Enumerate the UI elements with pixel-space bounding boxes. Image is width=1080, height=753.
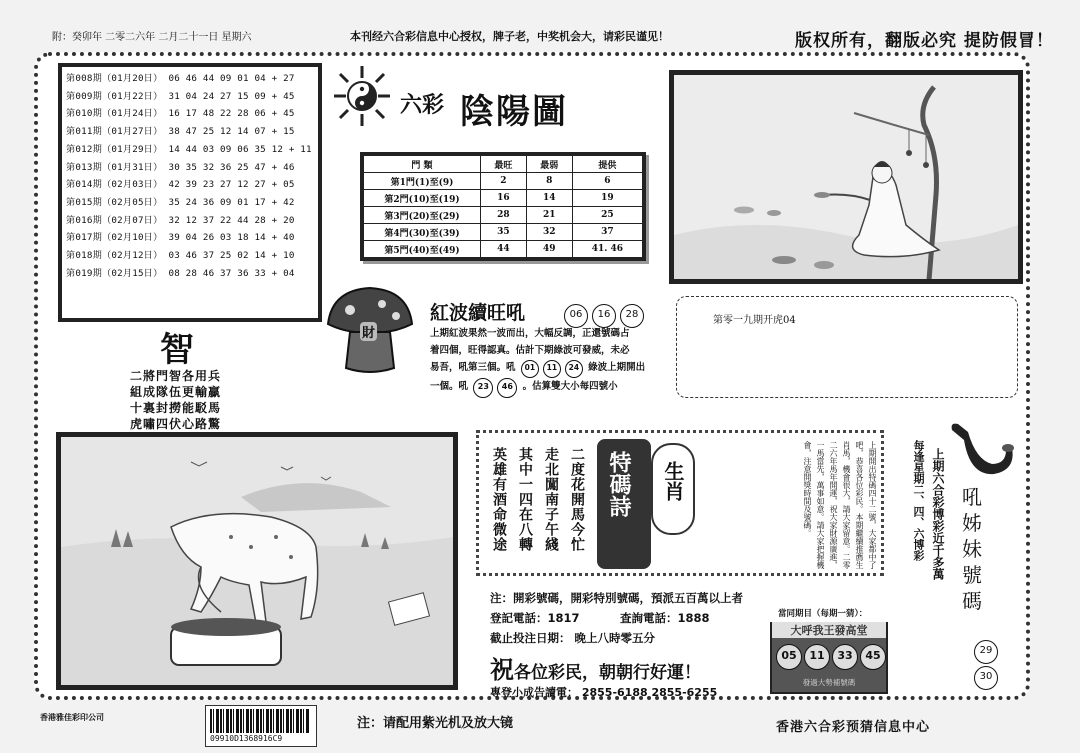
query-phone — [620, 610, 710, 626]
history-table — [58, 63, 322, 322]
betting-deadline: 截止投注日期： 晚上八時零五分 — [490, 631, 656, 645]
green-wave-ball: 11 — [543, 360, 561, 378]
query-number: 1888 — [677, 611, 710, 625]
history-date: （02月15日） — [101, 267, 163, 279]
red-wave-line-3-tail: 綠波上期開出 — [588, 362, 646, 373]
query-label: 查詢電話： — [620, 611, 678, 625]
lucky-ball: 33 — [832, 644, 858, 670]
history-period: 第014期 — [66, 179, 102, 191]
history-row — [66, 194, 314, 212]
red-wave-line-1: 上期紅波果然一波而出，大幅反調，正還號碼占 — [430, 328, 630, 339]
door-cell: 第3門(20)至(29) — [364, 207, 481, 224]
door-row — [364, 241, 643, 258]
payout-note: 注：開彩號碼，開彩特別號碼，預派五百萬以上者 — [490, 591, 743, 605]
history-period: 第016期 — [66, 214, 102, 226]
history-period: 第015期 — [66, 196, 102, 208]
red-wave-body — [430, 325, 670, 398]
sister-title-char: 碼 — [962, 589, 982, 613]
history-row — [66, 105, 314, 123]
jackpot-note: 上期六合彩博彩近千多萬 — [931, 448, 945, 580]
door-cell: 21 — [526, 207, 572, 224]
wisdom-line: 組成隊伍更輸贏 — [130, 385, 222, 399]
big-small-ball: 46 — [497, 378, 517, 398]
history-period: 第017期 — [66, 232, 102, 244]
door-table — [363, 155, 643, 258]
poem-line: 走北闖南子午綫 — [543, 447, 559, 552]
red-wave-line-3-text: 易吾，吼第三個。吼 — [430, 362, 516, 373]
sister-title-char: 吼 — [962, 485, 982, 509]
history-date: （01月27日） — [101, 126, 163, 138]
history-row — [66, 212, 314, 230]
printer-name: 香港雅佳彩印公司 — [40, 712, 104, 722]
yin-yang-icon — [326, 60, 398, 132]
history-date: （01月20日） — [101, 73, 163, 84]
history-numbers: 42 39 23 27 12 27 + 05 — [168, 179, 295, 191]
red-wave-line-3 — [430, 359, 670, 378]
wisdom-line: 虎嘯四伏心路驚 — [130, 417, 222, 431]
special-poem-panel — [476, 430, 884, 576]
logo-prefix: 六彩 — [400, 92, 445, 118]
red-wave-ball: 06 — [564, 304, 588, 328]
horse-illustration — [56, 432, 458, 690]
door-cell: 35 — [481, 224, 527, 241]
next-period-text: 第零一九期开虎04 — [713, 315, 796, 326]
history-period: 第012期 — [66, 143, 102, 155]
history-numbers: 30 35 32 36 25 47 + 46 — [168, 161, 295, 173]
door-table-panel — [360, 152, 646, 261]
special-poem — [489, 447, 587, 567]
lucky-label: 當同期目（每期一猜）： — [778, 609, 868, 619]
barcode-bars — [210, 709, 310, 733]
red-wave-line-3-balls — [519, 362, 585, 373]
lucky-ball: 05 — [776, 644, 802, 670]
lucky-header: 大呼我王發高堂 — [772, 622, 886, 638]
history-numbers: 32 12 37 22 44 28 + 20 — [168, 214, 295, 226]
registration-number: 1817 — [547, 611, 580, 625]
wisdom-char: 智 — [160, 330, 194, 370]
history-numbers: 31 04 24 27 15 09 + 45 — [168, 90, 295, 102]
history-period: 第009期 — [66, 90, 102, 102]
history-period: 第010期 — [66, 108, 102, 120]
lucky-ball: 45 — [860, 644, 886, 670]
magnifier-note: 注：请配用紫光机及放大镜 — [357, 716, 514, 731]
door-cell: 2 — [481, 173, 527, 190]
door-row — [364, 190, 643, 207]
barcode — [205, 705, 317, 747]
poem-line: 英雄有酒命微途 — [491, 447, 507, 552]
history-period: 第013期 — [66, 161, 102, 173]
lucky-panel — [770, 622, 888, 694]
page-title: 陰陽圖 — [460, 92, 568, 132]
door-cell: 28 — [481, 207, 527, 224]
date-line: 附：癸卯年 二零二六年 二月二十一日 星期六 — [52, 32, 252, 43]
door-cell: 44 — [481, 241, 527, 258]
next-period-box — [676, 296, 1018, 398]
registration-phone — [490, 610, 580, 626]
history-row — [66, 88, 314, 106]
door-cell: 6 — [572, 173, 642, 190]
door-row — [364, 207, 643, 224]
door-cell: 41. 46 — [572, 241, 642, 258]
special-poem-fine-text: 上期開出特碼四十二號，大家都中了吧，恭喜各位彩民。本期繼續推薦生肖馬，機會很大，請大家留意。二零二六年馬年開運，祝大家財源廣進，一馬當先，萬事如意。請大家把握機會，注意開獎時間及號碼。 — [803, 441, 877, 569]
history-period: 第011期 — [66, 126, 102, 138]
sister-title-char: 號 — [962, 563, 982, 587]
big-small-ball: 23 — [473, 378, 493, 398]
door-cell: 19 — [572, 190, 642, 207]
red-wave-line-4-balls — [471, 381, 519, 392]
history-date: （02月05日） — [101, 196, 163, 208]
offer-header: 提供 — [572, 156, 642, 173]
door-cell: 32 — [526, 224, 572, 241]
sister-numbers-title — [962, 484, 982, 614]
wisdom-line: 十裏封撈能駁馬 — [130, 401, 222, 415]
door-cell: 25 — [572, 207, 642, 224]
history-date: （02月07日） — [101, 214, 163, 226]
history-period: 第019期 — [66, 267, 102, 279]
history-numbers: 06 46 44 09 01 04 + 27 — [168, 73, 295, 84]
poem-line: 其中一四在八轉 — [517, 447, 533, 552]
wealth-badge: 財 — [360, 322, 377, 341]
history-row — [66, 229, 314, 247]
green-wave-ball: 01 — [521, 360, 539, 378]
history-date: （01月24日） — [101, 108, 163, 120]
zodiac-badge-text: 生肖 — [661, 461, 685, 501]
red-wave-ball: 16 — [592, 304, 616, 328]
poem-line: 二度花開馬今忙 — [569, 447, 585, 552]
history-date: （02月12日） — [101, 250, 163, 262]
saxophone-icon — [946, 420, 1016, 476]
red-wave-ball: 28 — [620, 304, 644, 328]
lucky-footer: 發過大勢補號碼 — [802, 678, 856, 687]
door-cell: 第5門(40)至(49) — [364, 241, 481, 258]
barcode-number: 09910D1368916C9 — [210, 734, 283, 743]
sister-ball: 29 — [974, 640, 998, 664]
special-poem-badge — [597, 439, 651, 569]
history-date: （01月31日） — [101, 161, 163, 173]
contact-line: 專登小成告讀電： 2855-6188 2855-6255 — [490, 686, 718, 699]
sister-balls — [972, 640, 1000, 692]
history-row — [66, 247, 314, 265]
history-row — [66, 123, 314, 141]
red-wave-title: 紅波續旺吼 — [430, 302, 526, 324]
history-numbers: 35 24 36 09 01 17 + 42 — [168, 196, 295, 208]
wisdom-poem — [130, 368, 221, 432]
history-numbers: 08 28 46 37 36 33 + 04 — [168, 267, 295, 279]
cold-header: 最弱 — [526, 156, 572, 173]
history-row — [66, 141, 314, 159]
red-wave-line-4-tail: 。估算雙大小每四號小 — [522, 381, 618, 392]
door-cell: 14 — [526, 190, 572, 207]
history-date: （02月10日） — [101, 232, 163, 244]
sister-title-char: 妹 — [962, 537, 982, 561]
door-cell: 第2門(10)至(19) — [364, 190, 481, 207]
history-date: （01月22日） — [101, 90, 163, 102]
red-wave-line-2: 着四個，旺得認真。估計下期綠波可發威，未必 — [430, 345, 630, 356]
draw-days-note: 每逢星期二、四、六博彩 — [912, 440, 925, 561]
history-period: 第008期 — [66, 73, 102, 84]
registration-label: 登記電話： — [490, 611, 548, 625]
history-row — [66, 265, 314, 283]
wisdom-line: 二將門智各用兵 — [130, 369, 222, 383]
door-cell: 第1門(1)至(9) — [364, 173, 481, 190]
history-date: （01月29日） — [101, 143, 163, 155]
history-row — [66, 176, 314, 194]
wish-text: 各位彩民，朝朝行好運！ — [514, 663, 701, 683]
red-wave-line-4 — [430, 378, 670, 398]
history-numbers: 39 04 26 03 18 14 + 40 — [168, 232, 295, 244]
history-row — [66, 159, 314, 177]
door-row — [364, 224, 643, 241]
sister-title-char: 姊 — [962, 511, 982, 535]
authorization-notice: 本刊经六合彩信息中心授权，牌子老，中奖机会大，请彩民谨见！ — [350, 30, 669, 43]
door-row — [364, 173, 643, 190]
good-luck-wish — [490, 650, 701, 685]
door-cell: 16 — [481, 190, 527, 207]
history-row — [66, 70, 314, 88]
special-poem-badge-left: 特碼詩 — [606, 451, 631, 517]
green-wave-ball: 24 — [565, 360, 583, 378]
lucky-numbers — [776, 644, 886, 670]
sister-ball: 30 — [974, 666, 998, 690]
door-cell: 第4門(30)至(39) — [364, 224, 481, 241]
history-numbers: 14 44 03 09 06 35 12 + 11 — [168, 143, 312, 155]
red-wave-line-4-text: 一個。吼 — [430, 381, 469, 392]
history-period: 第018期 — [66, 250, 102, 262]
copyright-notice: 版权所有，翻版必究 提防假冒！ — [795, 31, 1054, 51]
history-numbers: 38 47 25 12 14 07 + 15 — [168, 126, 295, 138]
lucky-ball: 11 — [804, 644, 830, 670]
hot-header: 最旺 — [481, 156, 527, 173]
organization-name: 香港六合彩预猜信息中心 — [776, 720, 931, 735]
zodiac-badge — [651, 443, 695, 535]
sage-illustration — [669, 70, 1023, 284]
door-header: 門 類 — [364, 156, 481, 173]
door-cell: 37 — [572, 224, 642, 241]
wish-big-char: 祝 — [490, 656, 514, 684]
door-cell: 49 — [526, 241, 572, 258]
door-cell: 8 — [526, 173, 572, 190]
history-numbers: 16 17 48 22 28 06 + 45 — [168, 108, 295, 120]
history-numbers: 03 46 37 25 02 14 + 10 — [168, 250, 295, 262]
history-date: （02月03日） — [101, 179, 163, 191]
